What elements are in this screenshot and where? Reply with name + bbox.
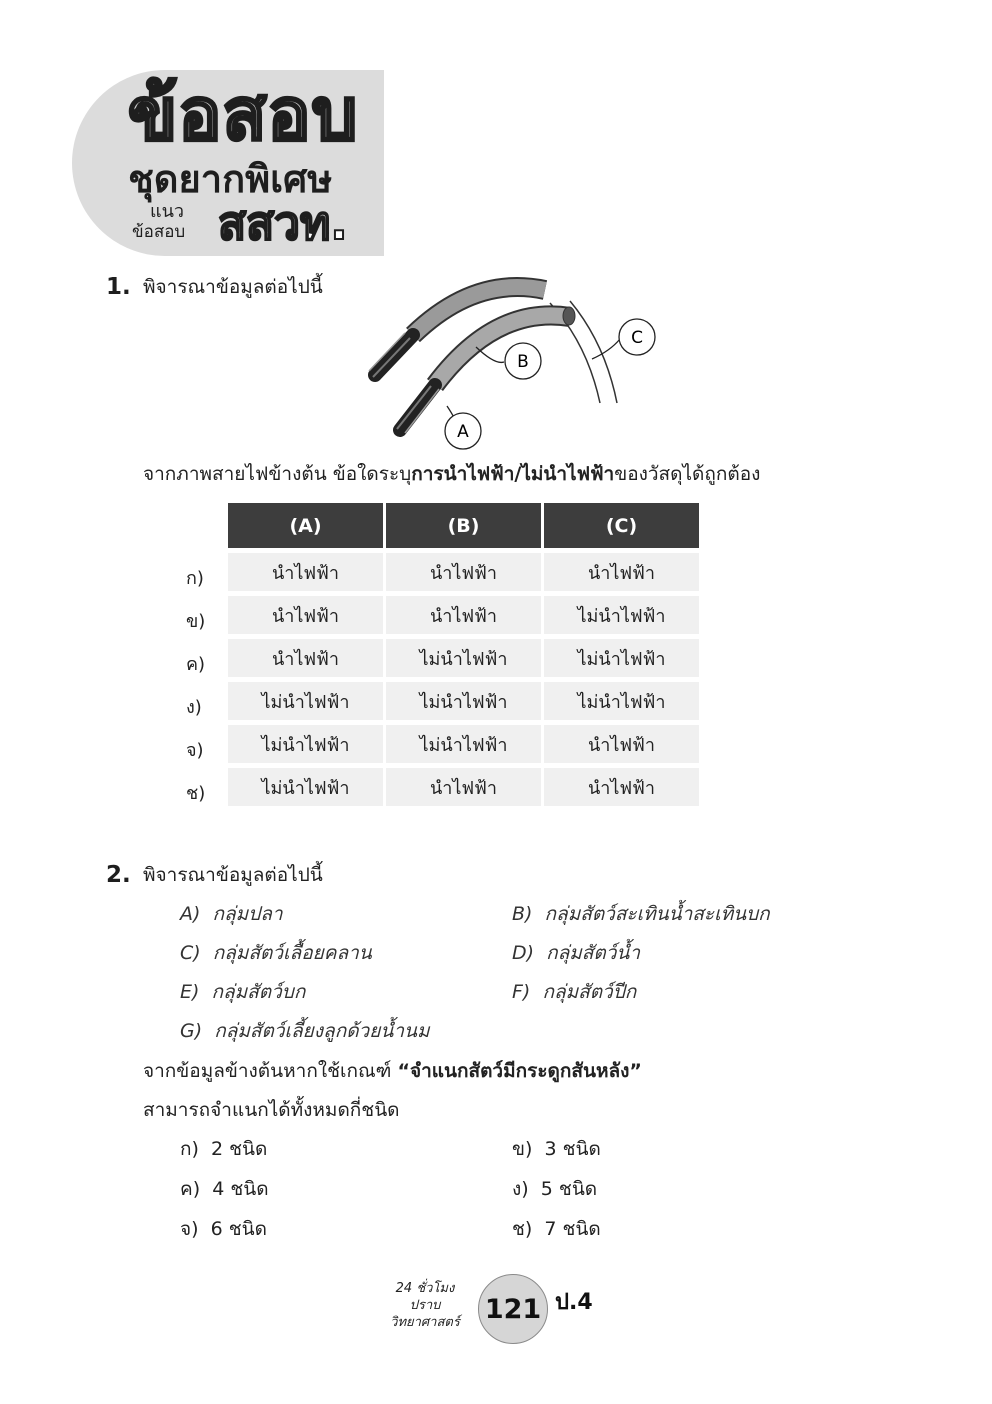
q2-choice[interactable]: ข) 3 ชนิด <box>512 1138 601 1160</box>
header-title: ข้อสอบ <box>128 72 359 156</box>
row-label: ค) <box>186 654 206 675</box>
row-label: ช) <box>186 783 206 804</box>
q2-item: E) กลุ่มสัตว์บก <box>180 981 306 1003</box>
table-cell: นำไฟฟ้า <box>228 553 383 591</box>
q2-question: จากข้อมูลข้างต้นหากใช้เกณฑ์ “จำแนกสัตว์มีกระดูกสันหลัง” <box>143 1060 642 1082</box>
table-header: (B) <box>386 503 541 548</box>
row-label: ก) <box>186 568 204 589</box>
table-cell: นำไฟฟ้า <box>386 768 541 806</box>
table-cell: ไม่นำไฟฟ้า <box>386 682 541 720</box>
q2-question-line2: สามารถจำแนกได้ทั้งหมดกี่ชนิด <box>143 1099 400 1121</box>
label-a: A <box>457 422 469 442</box>
table-cell: ไม่นำไฟฟ้า <box>228 725 383 763</box>
table-cell: นำไฟฟ้า <box>544 553 699 591</box>
table-cell: ไม่นำไฟฟ้า <box>386 639 541 677</box>
header-subtitle: ชุดยากพิเศษ <box>128 157 333 201</box>
row-label: จ) <box>186 740 204 761</box>
table-cell: นำไฟฟ้า <box>386 553 541 591</box>
q2-choice[interactable]: ช) 7 ชนิด <box>512 1218 601 1240</box>
q2-item: G) กลุ่มสัตว์เลี้ยงลูกด้วยน้ำนม <box>180 1020 430 1042</box>
footer-book-title: 24 ชั่วโมง ปราบ วิทยาศาสตร์ <box>390 1281 460 1330</box>
q2-item: D) กลุ่มสัตว์น้ำ <box>512 942 641 964</box>
q2-choice[interactable]: ง) 5 ชนิด <box>512 1178 598 1200</box>
header-small-line2: ข้อสอบ <box>132 222 186 242</box>
q1-number: 1. <box>106 274 131 300</box>
label-c: C <box>631 328 643 348</box>
q2-number: 2. <box>106 862 131 888</box>
q2-item: B) กลุ่มสัตว์สะเทินน้ำสะเทินบก <box>512 903 770 925</box>
row-label: ข) <box>186 611 206 632</box>
table-cell: ไม่นำไฟฟ้า <box>544 596 699 634</box>
wire-illustration <box>355 265 665 455</box>
label-b: B <box>517 352 529 372</box>
q2-item: C) กลุ่มสัตว์เลื้อยคลาน <box>180 942 372 964</box>
table-cell: นำไฟฟ้า <box>386 596 541 634</box>
page-number: 121 <box>478 1274 548 1344</box>
q2-choice[interactable]: ค) 4 ชนิด <box>180 1178 269 1200</box>
footer-grade: ป.4 <box>555 1290 593 1315</box>
table-cell: ไม่นำไฟฟ้า <box>386 725 541 763</box>
table-cell: นำไฟฟ้า <box>544 725 699 763</box>
q2-choice[interactable]: จ) 6 ชนิด <box>180 1218 267 1240</box>
table-cell: ไม่นำไฟฟ้า <box>544 639 699 677</box>
header-small-line1: แนว <box>150 201 185 222</box>
header-exam-name: สสวท. <box>218 196 348 250</box>
table-cell: ไม่นำไฟฟ้า <box>228 682 383 720</box>
q2-item: F) กลุ่มสัตว์ปีก <box>512 981 637 1003</box>
table-cell: นำไฟฟ้า <box>228 596 383 634</box>
table-header: (A) <box>228 503 383 548</box>
table-cell: นำไฟฟ้า <box>544 768 699 806</box>
table-header: (C) <box>544 503 699 548</box>
q1-question: จากภาพสายไฟข้างต้น ข้อใดระบุการนำไฟฟ้า/ไม่นำไฟฟ้าของวัสดุได้ถูกต้อง <box>143 463 761 485</box>
table-cell: ไม่นำไฟฟ้า <box>228 768 383 806</box>
q1-intro: พิจารณาข้อมูลต่อไปนี้ <box>143 276 323 298</box>
q2-item: A) กลุ่มปลา <box>180 903 283 925</box>
q2-intro: พิจารณาข้อมูลต่อไปนี้ <box>143 864 323 886</box>
table-cell: ไม่นำไฟฟ้า <box>544 682 699 720</box>
row-label: ง) <box>186 697 202 718</box>
q2-choice[interactable]: ก) 2 ชนิด <box>180 1138 268 1160</box>
table-cell: นำไฟฟ้า <box>228 639 383 677</box>
